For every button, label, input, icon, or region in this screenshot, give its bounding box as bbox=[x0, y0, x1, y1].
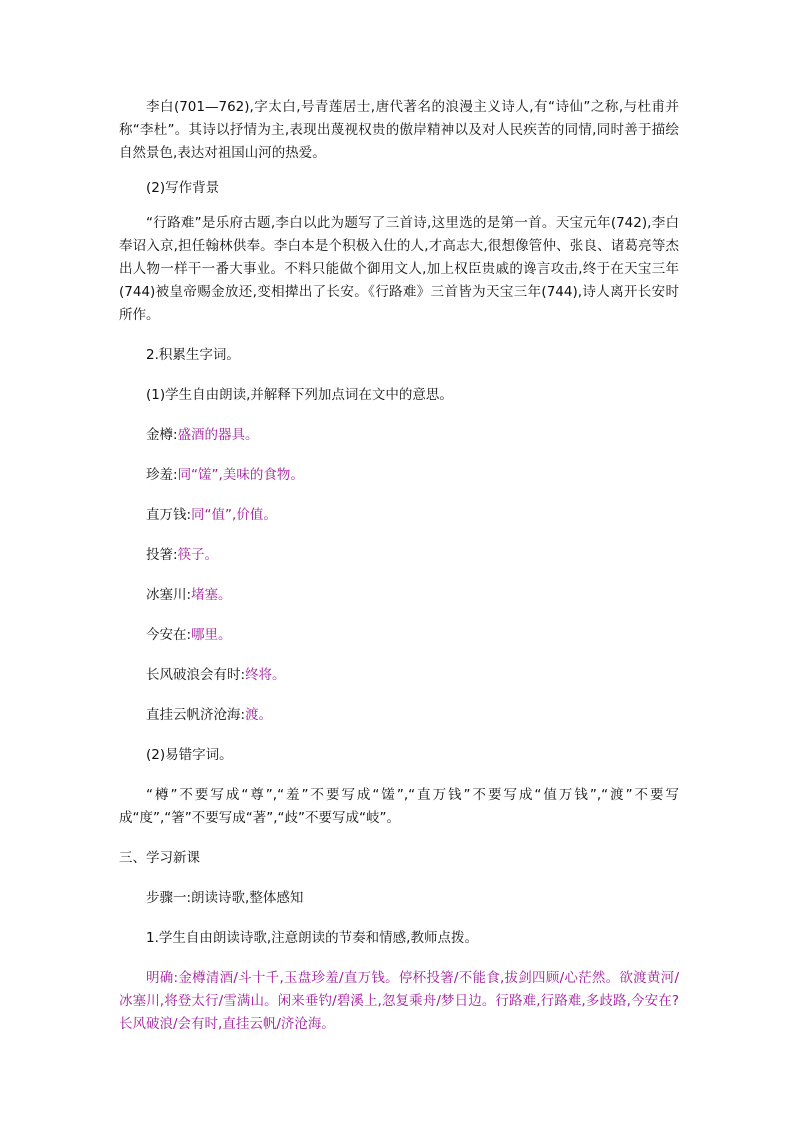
vocab-term: 直万钱: bbox=[146, 507, 192, 523]
vocab-term: 今安在: bbox=[146, 627, 192, 643]
vocab-term: 投箸: bbox=[146, 547, 178, 563]
vocab-meaning: 同“馐”,美味的食物。 bbox=[177, 467, 304, 483]
vocab-term: 直挂云帆济沧海: bbox=[146, 707, 246, 723]
vocab-heading: 2.积累生字词。 bbox=[146, 347, 240, 363]
vocab-item bbox=[119, 704, 679, 727]
background-heading: (2)写作背景 bbox=[146, 180, 220, 196]
vocab-item bbox=[119, 584, 679, 607]
vocab-meaning: 渡。 bbox=[245, 707, 273, 723]
vocab-term: 珍羞: bbox=[146, 467, 178, 483]
vocab-meaning: 堵塞。 bbox=[191, 587, 232, 603]
vocab-term: 冰塞川: bbox=[146, 587, 192, 603]
author-bio: 李白(701—762),字太白,号青莲居士,唐代著名的浪漫主义诗人,有“诗仙”之称,与杜甫并称“李杜”。其诗以抒情为主,表现出蔑视权贵的傲岸精神以及对人民疾苦的同情,同时善于描绘自然景色,表达对祖国山河的热爱。 bbox=[119, 99, 679, 161]
vocab-item bbox=[119, 464, 679, 487]
step-item: 1.学生自由朗读诗歌,注意朗读的节奏和情感,教师点拨。 bbox=[146, 930, 478, 946]
error-words-text: “樽”不要写成“尊”,“羞”不要写成“馐”,“直万钱”不要写成“值万钱”,“渡”不要写成“度”,“箸”不要写成“著”,“歧”不要写成“岐”。 bbox=[119, 787, 679, 826]
vocab-item bbox=[119, 624, 679, 647]
vocab-item bbox=[119, 424, 679, 447]
vocab-meaning: 终将。 bbox=[245, 667, 286, 683]
vocab-meaning: 同“值”,价值。 bbox=[191, 507, 277, 523]
step-heading: 步骤一:朗读诗歌,整体感知 bbox=[146, 890, 304, 906]
vocab-term: 金樽: bbox=[146, 427, 178, 443]
clarify-text: 明确:金樽清酒/斗十千,玉盘珍羞/直万钱。停杯投箸/不能食,拔剑四顾/心茫然。欲渡黄河/冰塞川,将登太行/雪满山。闲来垂钓/碧溪上,忽复乘舟/梦日边。行路难,行路难,多歧路,今安在?长风破浪/会有时,直挂云帆/济沧海。 bbox=[119, 970, 679, 1032]
vocab-item bbox=[119, 544, 679, 567]
section-heading: 三、学习新课 bbox=[119, 850, 200, 866]
document-body bbox=[119, 96, 679, 1036]
vocab-instruction: (1)学生自由朗读,并解释下列加点词在文中的意思。 bbox=[146, 387, 453, 403]
error-words-heading: (2)易错字词。 bbox=[146, 747, 233, 763]
vocab-meaning: 盛酒的器具。 bbox=[177, 427, 259, 443]
vocab-meaning: 哪里。 bbox=[191, 627, 232, 643]
vocab-meaning: 筷子。 bbox=[177, 547, 219, 563]
background-text: “行路难”是乐府古题,李白以此为题写了三首诗,这里选的是第一首。天宝元年(742),李白奉诏入京,担任翰林供奉。李白本是个积极入仕的人,才高志大,很想像管仲、张良、诸葛亮等杰出人物一样干一番大事业。不料只能做个御用文人,加上权臣贵戚的谗言攻击,终于在天宝三年(744)被皇帝赐金放还,变相撵出了长安。《行路难》三首皆为天宝三年(744),诗人离开长安时所作。 bbox=[119, 215, 679, 323]
vocab-item bbox=[119, 504, 679, 527]
vocab-item bbox=[119, 664, 679, 687]
vocab-term: 长风破浪会有时: bbox=[146, 667, 246, 683]
